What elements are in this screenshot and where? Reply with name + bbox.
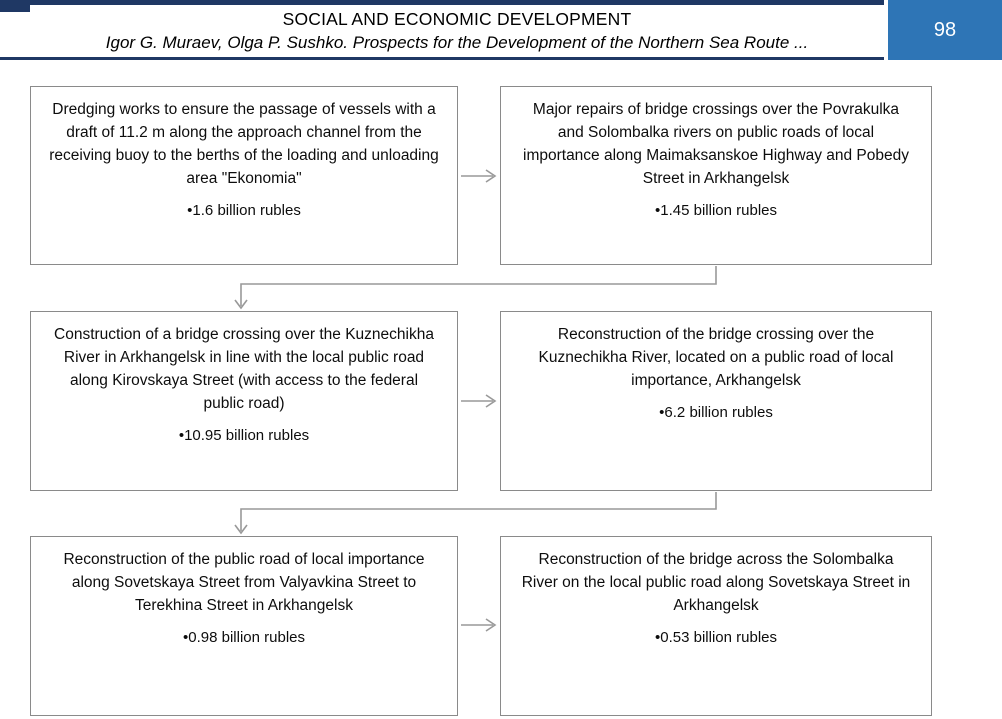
flow-box-text: Major repairs of bridge crossings over the Povrakulka and Solombalka rivers on public roads of local importance along Maimaksanskoe Highway and Pobedy Street in Arkhangelsk <box>523 101 909 187</box>
page-number-badge: 98 <box>888 0 1002 60</box>
flow-box-text: Construction of a bridge crossing over the Kuznechikha River in Arkhangelsk in line with the local public road along Kirovskaya Street (with access to the federal public road) <box>54 326 434 412</box>
flow-box-text: Dredging works to ensure the passage of vessels with a draft of 11.2 m along the approach channel from the receiving buoy to the berths of the loading and unloading area "Ekonomia" <box>49 101 439 187</box>
flow-box-bridge-reconstruction-solombalka <box>500 536 932 716</box>
arrow-right-icon <box>461 619 495 631</box>
flow-box-bridge-construction <box>30 311 458 491</box>
header-corner-mark <box>0 0 30 12</box>
flow-box-bridge-repairs <box>500 86 932 265</box>
flow-box-cost: •10.95 billion rubles <box>178 427 310 444</box>
page-title: SOCIAL AND ECONOMIC DEVELOPMENT <box>282 9 632 29</box>
elbow-arrow-down-icon <box>235 266 716 308</box>
flow-box-cost: •1.45 billion rubles <box>655 202 777 219</box>
elbow-arrow-down-icon <box>235 492 716 533</box>
flow-box-bridge-reconstruction-kuznechikha <box>500 311 932 491</box>
flow-box-dredging-works <box>30 86 458 265</box>
flow-box-cost: •1.6 billion rubles <box>187 202 301 219</box>
flow-box-road-reconstruction <box>30 536 458 716</box>
flow-box-text: Reconstruction of the bridge crossing over the Kuznechikha River, located on a public road of local importance, Arkhangelsk <box>538 326 894 389</box>
arrow-right-icon <box>461 170 495 182</box>
flow-box-text: Reconstruction of the public road of local importance along Sovetskaya Street from Valyavkina Street to Terekhina Street in Arkhangelsk <box>63 551 425 614</box>
running-head <box>30 7 884 55</box>
header-top-rule <box>0 0 884 5</box>
flow-box-cost: •6.2 billion rubles <box>659 404 773 421</box>
header-bottom-rule <box>0 57 884 60</box>
arrow-right-icon <box>461 395 495 407</box>
flow-box-cost: •0.98 billion rubles <box>183 629 305 646</box>
flow-box-cost: •0.53 billion rubles <box>655 629 777 646</box>
flow-box-text: Reconstruction of the bridge across the Solombalka River on the local public road along Sovetskaya Street in Arkhangelsk <box>521 551 911 614</box>
running-head-authors: Igor G. Muraev, Olga P. Sushko. Prospects for the Development of the Northern Sea Route ... <box>105 33 809 52</box>
